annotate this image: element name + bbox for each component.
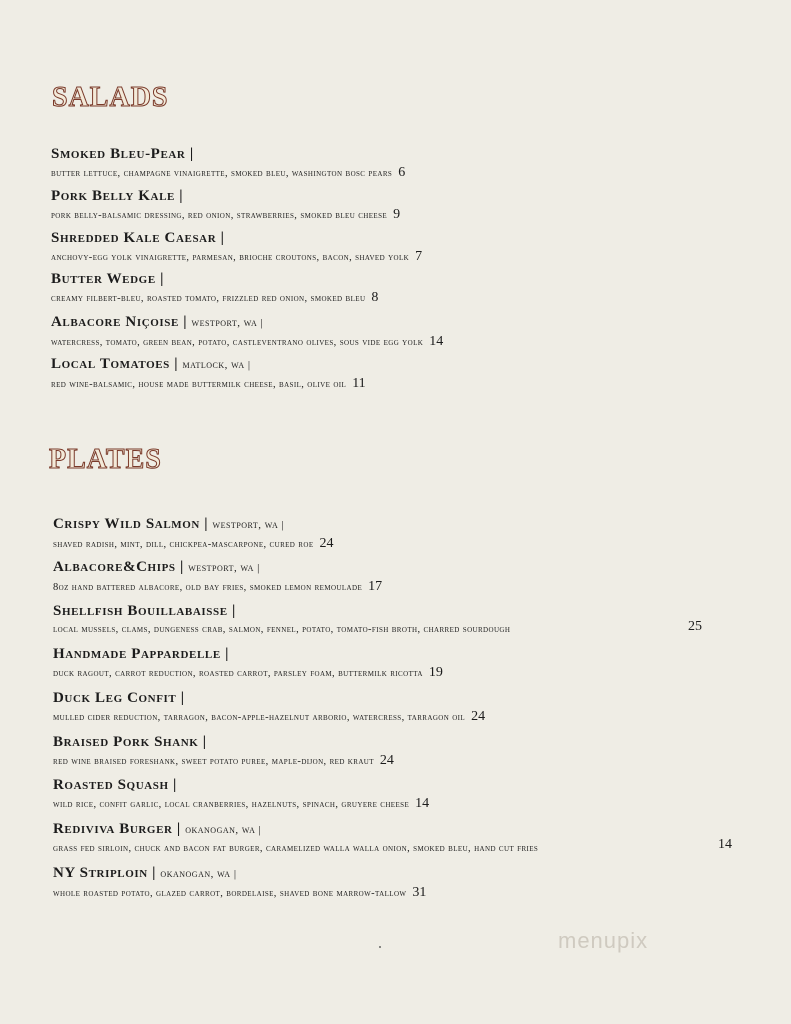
item-description: grass fed sirloin, chuck and bacon fat burger, caramelized walla walla onion, smoked bleu, hand cut fries (53, 843, 539, 854)
item-description: 8oz hand battered albacore, old bay fries, smoked lemon remoulade (53, 582, 363, 593)
item-name: Albacore Niçoise | (51, 314, 188, 330)
item-description: red wine braised foreshank, sweet potato puree, maple-dijon, red kraut (53, 756, 374, 767)
item-name: Butter Wedge | (51, 271, 165, 287)
menu-item-shellfish-bouillabaisse (53, 602, 510, 638)
item-price: 7 (415, 249, 423, 264)
item-description: wild rice, confit garlic, local cranberries, hazelnuts, spinach, gruyere cheese (53, 799, 410, 810)
item-description: watercress, tomato, green bean, potato, castleventrano olives, sous vide egg yolk (51, 337, 424, 348)
menu-item-shredded-kale-caesar (51, 229, 422, 266)
item-origin: matlock, wa | (182, 359, 251, 371)
item-description: duck ragout, carrot reduction, roasted carrot, parsley foam, buttermilk ricotta (53, 668, 423, 679)
menu-item-handmade-pappardelle (53, 645, 443, 682)
item-price: 17 (368, 579, 383, 594)
item-price: 31 (412, 885, 427, 900)
item-name: Shellfish Bouillabaisse | (53, 603, 236, 619)
item-price-bouillabaisse: 25 (688, 619, 702, 634)
item-price: 6 (398, 165, 406, 180)
item-description: butter lettuce, champagne vinaigrette, smoked bleu, washington bosc pears (51, 168, 393, 179)
item-description: red wine-balsamic, house made buttermilk cheese, basil, olive oil (51, 379, 347, 390)
item-name: Roasted Squash | (53, 777, 177, 793)
item-name: NY Striploin | (53, 865, 157, 881)
item-description: whole roasted potato, glazed carrot, bordelaise, shaved bone marrow-tallow (53, 888, 407, 899)
item-origin: okanogan, wa | (185, 824, 262, 836)
menu-item-duck-leg-confit (53, 689, 485, 726)
item-name: Local Tomatoes | (51, 356, 179, 372)
item-origin: okanogan, wa | (160, 868, 237, 880)
item-description: creamy filbert-bleu, roasted tomato, frizzled red onion, smoked bleu (51, 293, 366, 304)
menu-item-roasted-squash (53, 776, 429, 813)
item-origin: westport, wa | (191, 317, 264, 329)
item-price: 14 (429, 334, 444, 349)
item-description: anchovy-egg yolk vinaigrette, parmesan, brioche croutons, bacon, shaved yolk (51, 252, 410, 263)
item-origin: westport, wa | (188, 562, 260, 574)
item-name: Smoked Bleu-Pear | (51, 146, 194, 162)
item-name: Duck Leg Confit | (53, 690, 185, 706)
watermark: menupix (558, 928, 649, 953)
menu-item-local-tomatoes (51, 355, 366, 393)
item-name: Shredded Kale Caesar | (51, 230, 225, 246)
item-price: 14 (415, 796, 430, 811)
item-price: 9 (393, 207, 401, 222)
menu-item-albacore-nicoise (51, 313, 443, 351)
salads-heading: SALADS (52, 82, 169, 113)
menu-item-ny-striploin (53, 864, 426, 902)
item-price-burger: 14 (718, 837, 732, 852)
item-description: pork belly-balsamic dressing, red onion, strawberries, smoked bleu cheese (51, 210, 388, 221)
item-description: mulled cider reduction, tarragon, bacon-apple-hazelnut arborio, watercress, tarragon oil (53, 712, 466, 723)
menu-item-smoked-bleu-pear (51, 145, 405, 182)
item-name: Rediviva Burger | (53, 821, 181, 837)
menu-item-pork-belly-kale (51, 187, 400, 224)
item-price: 24 (319, 536, 334, 551)
item-price: 19 (428, 665, 443, 680)
menu-item-butter-wedge (51, 270, 378, 307)
menu-item-albacore-chips (53, 558, 382, 596)
item-name: Handmade Pappardelle | (53, 646, 230, 662)
menu-item-braised-pork-shank (53, 733, 394, 770)
menu-item-rediviva-burger (53, 820, 538, 857)
item-origin: westport, wa | (212, 519, 285, 531)
item-name: Crispy Wild Salmon | (53, 516, 209, 532)
decorative-dot (379, 946, 381, 948)
item-price: 8 (371, 290, 379, 305)
item-price: 11 (352, 376, 366, 391)
item-description: local mussels, clams, dungeness crab, salmon, fennel, potato, tomato-fish broth, charred sourdough (53, 624, 511, 635)
plates-heading: PLATES (49, 444, 162, 475)
item-price: 24 (471, 709, 486, 724)
item-price: 24 (379, 753, 394, 768)
item-description: shaved radish, mint, dill, chickpea-mascarpone, cured roe (53, 539, 314, 550)
item-name: Pork Belly Kale | (51, 188, 184, 204)
item-name: Albacore&Chips | (53, 559, 184, 575)
item-name: Braised Pork Shank | (53, 734, 207, 750)
menu-item-crispy-wild-salmon (53, 515, 334, 553)
